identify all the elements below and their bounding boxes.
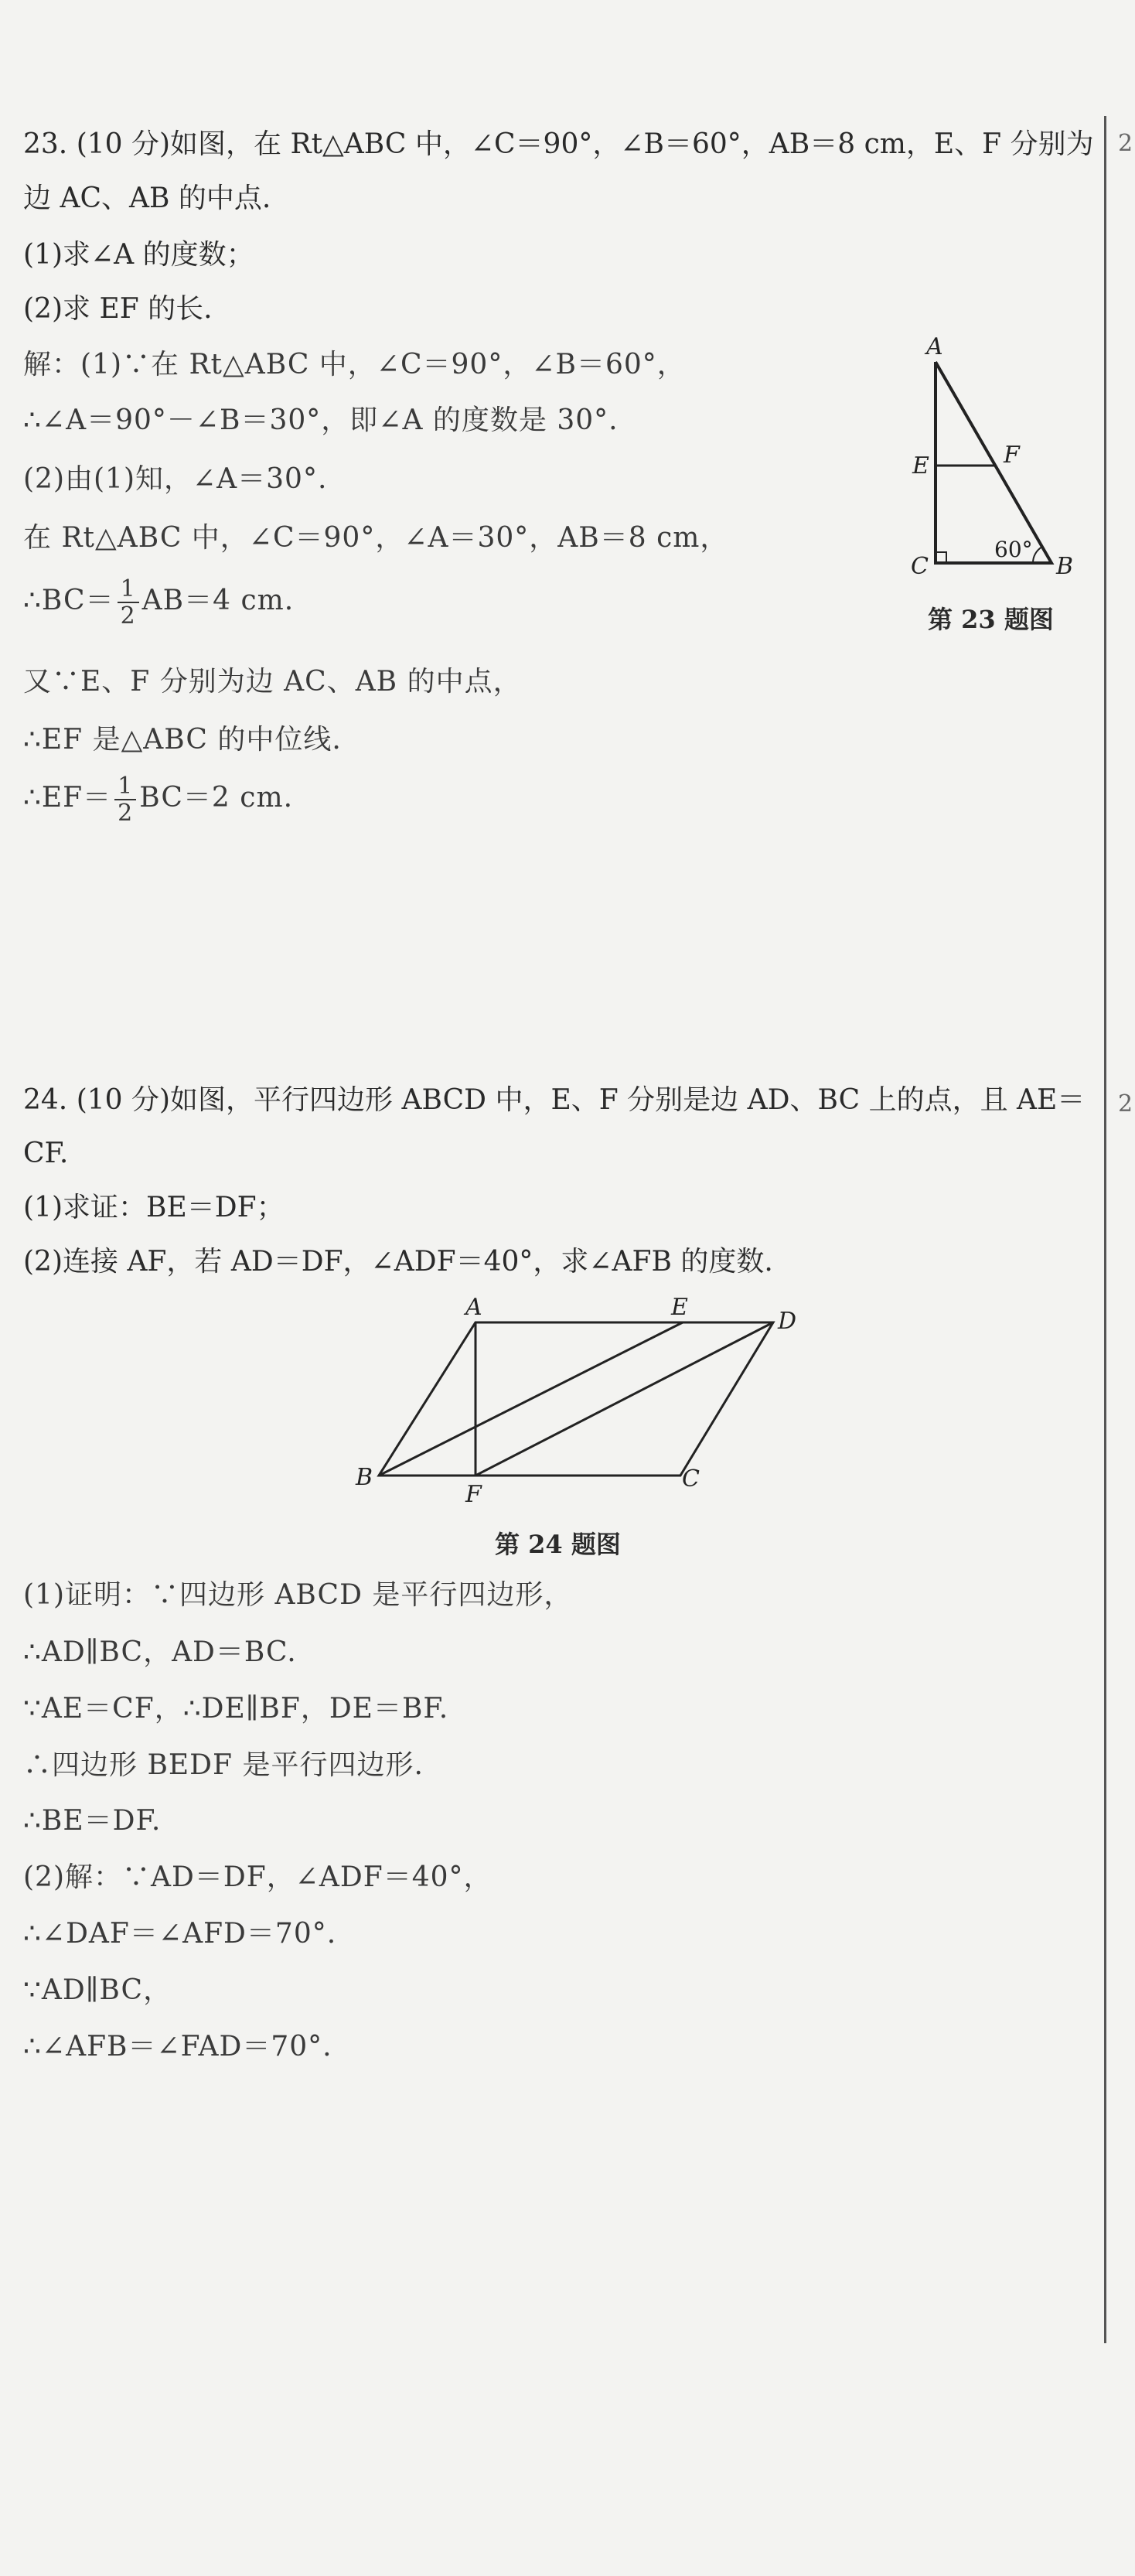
- label-a: A: [926, 333, 943, 360]
- q23-answer-line4: 在 Rt△ABC 中，∠C＝90°，∠A＝30°，AB＝8 cm，: [23, 522, 729, 554]
- q23-answer-ef: [23, 773, 293, 826]
- angle-label-60: 60°: [994, 537, 1033, 562]
- q24-answer-line6: (2)解：∵AD＝DF，∠ADF＝40°，: [23, 1861, 493, 1893]
- triangle-abc: [936, 362, 1051, 563]
- q24-answer-line2: ∴AD∥BC，AD＝BC.: [23, 1636, 297, 1668]
- label-c: C: [682, 1465, 700, 1493]
- right-angle-mark: [936, 552, 946, 563]
- label-e: E: [912, 452, 929, 479]
- angle-arc-b: [1033, 547, 1042, 563]
- ef-fraction: [114, 773, 136, 826]
- ef-prefix: ∴EF＝: [23, 782, 112, 814]
- next-column-fragment-top: 2: [1118, 130, 1133, 157]
- q24-answer-line5: ∴BE＝DF.: [23, 1805, 162, 1837]
- q23-answer-line6: 又∵E、F 分别为边 AC、AB 的中点，: [23, 666, 522, 698]
- label-e: E: [671, 1294, 688, 1321]
- q24-answer-line8: ∵AD∥BC，: [23, 1974, 172, 2006]
- q24-answer-line3: ∵AE＝CF，∴DE∥BF，DE＝BF.: [23, 1693, 449, 1725]
- bc-suffix: AB＝4 cm.: [141, 585, 295, 616]
- segment-be: [379, 1322, 683, 1476]
- next-column-fragment-mid: 2: [1118, 1090, 1133, 1117]
- label-f: F: [1004, 442, 1020, 469]
- q24-parallelogram-figure: [340, 1291, 820, 1508]
- q24-answer-line1: (1)证明：∵四边形 ABCD 是平行四边形，: [23, 1579, 573, 1611]
- q24-answer-line7: ∴∠DAF＝∠AFD＝70°.: [23, 1918, 337, 1950]
- q23-part1: (1)求∠A 的度数；: [23, 239, 254, 271]
- q24-answer-line4: ∴四边形 BEDF 是平行四边形.: [23, 1749, 424, 1781]
- q24-figure-caption: 第 24 题图: [495, 1530, 621, 1559]
- bc-fraction: [118, 576, 139, 629]
- q23-figure-caption: 第 23 题图: [928, 605, 1054, 634]
- parallelogram-abcd: [379, 1322, 773, 1476]
- bc-fraction-numerator: 1: [118, 576, 139, 603]
- label-c: C: [911, 553, 929, 580]
- ef-suffix: BC＝2 cm.: [139, 782, 294, 814]
- q23-part2: (2)求 EF 的长.: [23, 293, 213, 325]
- label-b: B: [1056, 553, 1074, 580]
- bc-prefix: ∴BC＝: [23, 585, 114, 616]
- q24-part2: (2)连接 AF，若 AD＝DF，∠ADF＝40°，求∠AFB 的度数.: [23, 1246, 773, 1278]
- ef-fraction-denominator: 2: [118, 800, 134, 827]
- q24-part1: (1)求证：BE＝DF；: [23, 1192, 285, 1223]
- q23-answer-line1: 解：(1)∵在 Rt△ABC 中，∠C＝90°，∠B＝60°，: [23, 349, 686, 380]
- q24-title-line2: CF.: [23, 1138, 69, 1169]
- q24-answer-line9: ∴∠AFB＝∠FAD＝70°.: [23, 2031, 332, 2063]
- label-b: B: [356, 1464, 373, 1491]
- label-f: F: [465, 1481, 482, 1508]
- q23-title-line1: 23. (10 分)如图，在 Rt△ABC 中，∠C＝90°，∠B＝60°，AB＝8 cm，E、F 分别为: [23, 128, 1094, 160]
- segment-df: [475, 1322, 773, 1476]
- q23-answer-line2: ∴∠A＝90°－∠B＝30°，即∠A 的度数是 30°.: [23, 404, 619, 436]
- q23-answer-line3: (2)由(1)知，∠A＝30°.: [23, 463, 328, 495]
- q24-title-line1: 24. (10 分)如图，平行四边形 ABCD 中，E、F 分别是边 AD、BC 上的点，且 AE＝: [23, 1084, 1086, 1116]
- column-divider: [1104, 116, 1106, 2343]
- q23-title-line2: 边 AC、AB 的中点.: [23, 183, 271, 214]
- label-a: A: [465, 1294, 482, 1321]
- bc-fraction-denominator: 2: [120, 602, 136, 629]
- q23-answer-line7: ∴EF 是△ABC 的中位线.: [23, 724, 342, 756]
- label-d: D: [778, 1308, 797, 1335]
- ef-fraction-numerator: 1: [114, 773, 136, 800]
- q23-triangle-figure: [897, 333, 1098, 588]
- q23-answer-bc: [23, 576, 294, 629]
